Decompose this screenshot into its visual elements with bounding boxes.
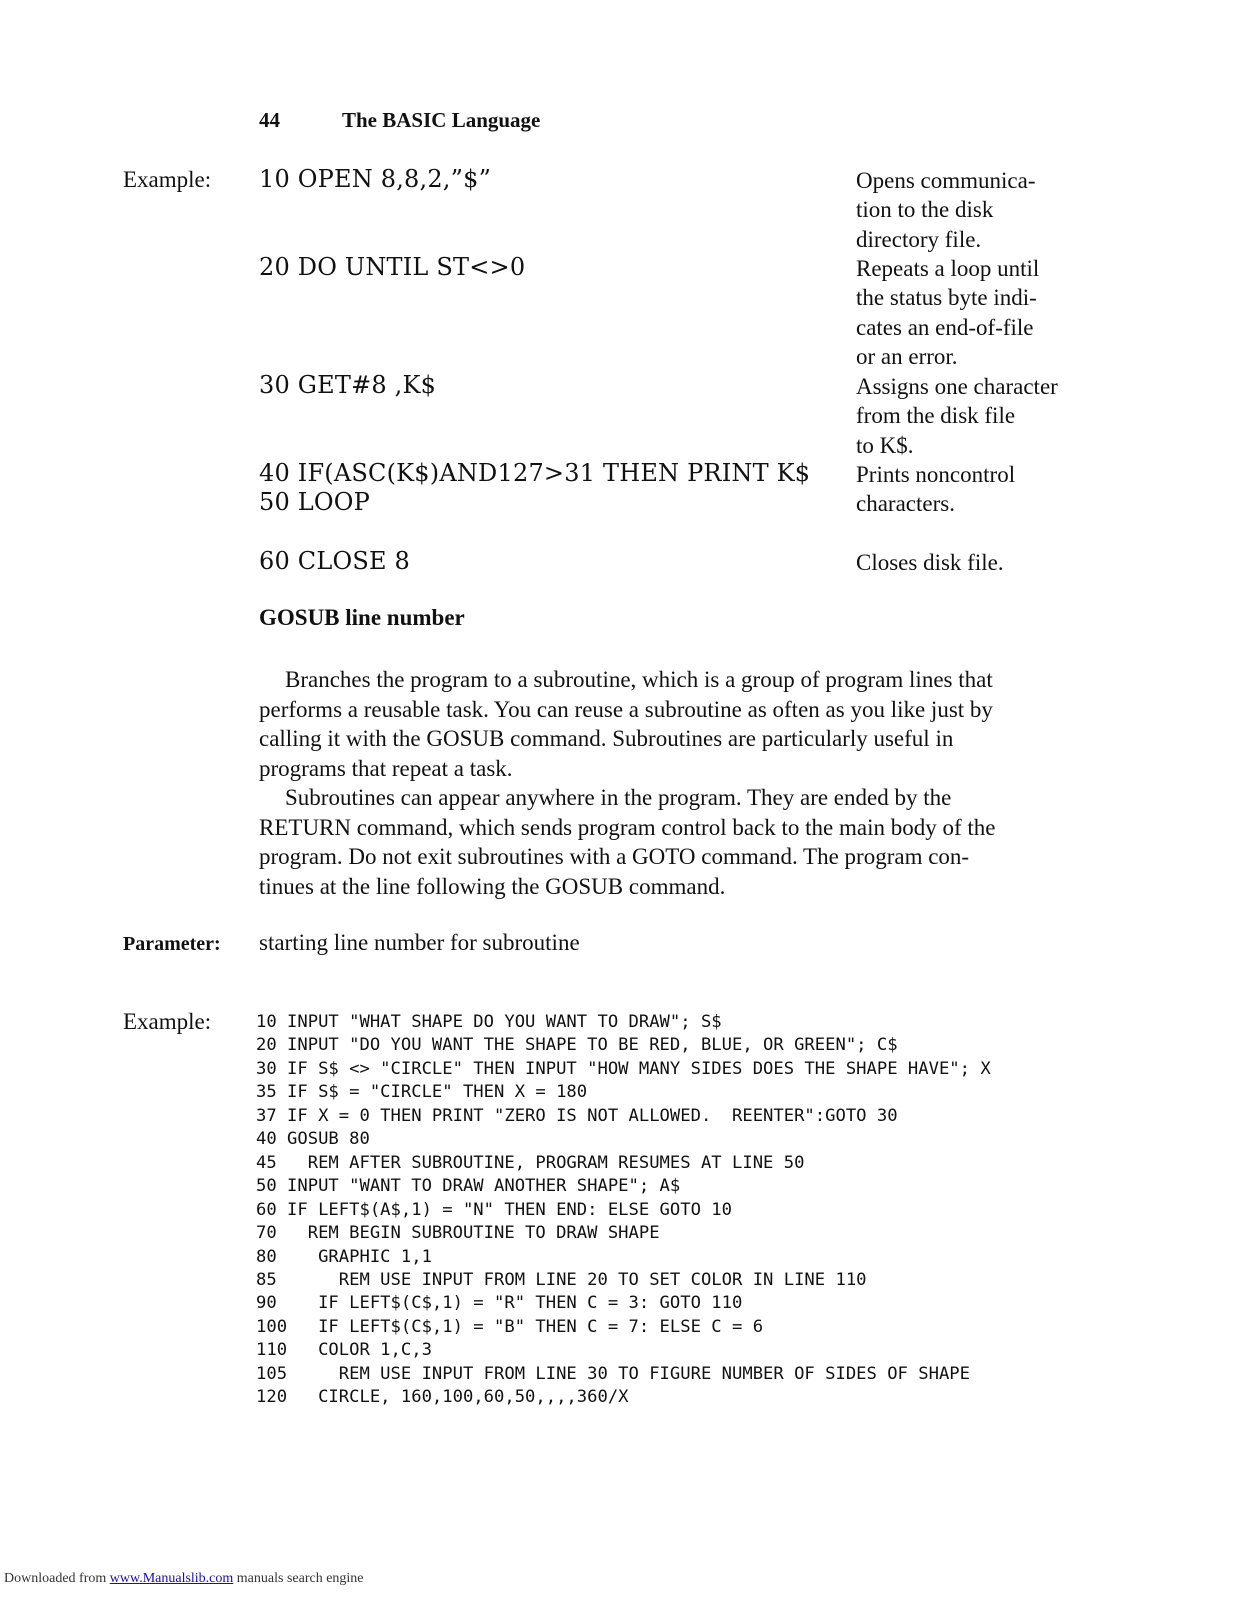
listing-line: 40 GOSUB 80 [256, 1129, 370, 1150]
description-line: cates an end-of-file [856, 314, 1034, 340]
listing-line: 80 GRAPHIC 1,1 [256, 1246, 432, 1267]
description-line: or an error. [856, 344, 958, 370]
code-line: 40 IF(ASC(K$)AND127>31 THEN PRINT K$ [259, 459, 811, 487]
description-line: the status byte indi- [856, 285, 1037, 311]
listing-line: 85 REM USE INPUT FROM LINE 20 TO SET COLOR IN LINE 110 [256, 1269, 867, 1290]
code-description [856, 166, 1116, 254]
code-line: 30 GET#8 ,K$ [259, 371, 437, 399]
description-line: Closes disk file. [856, 550, 1004, 575]
footer-prefix: Downloaded from [4, 1571, 110, 1586]
code-line: 20 DO UNTIL ST<>0 [259, 253, 526, 281]
listing-line: 50 INPUT "WANT TO DRAW ANOTHER SHAPE"; A$ [256, 1176, 681, 1197]
paragraph-2 [259, 783, 1099, 901]
listing-line: 60 IF LEFT$(A$,1) = "N" THEN END: ELSE GOTO 10 [256, 1199, 732, 1220]
listing-line: 45 REM AFTER SUBROUTINE, PROGRAM RESUMES AT LINE 50 [256, 1152, 805, 1173]
download-footer [4, 1571, 364, 1587]
paragraph-1 [259, 665, 1099, 783]
paragraph-line: performs a reusable task. You can reuse a subroutine as often as you like just by [259, 696, 993, 722]
example-label: Example: [123, 167, 212, 192]
description-line: Assigns one character [856, 374, 1058, 399]
listing-line: 35 IF S$ = "CIRCLE" THEN X = 180 [256, 1082, 588, 1103]
paragraph-line: RETURN command, which sends program control back to the main body of the [259, 814, 996, 840]
paragraph-line: Branches the program to a subroutine, which is a group of program lines that [285, 667, 993, 692]
listing-line: 110 COLOR 1,C,3 [256, 1340, 432, 1361]
listing-line: 10 INPUT "WHAT SHAPE DO YOU WANT TO DRAW"; S$ [256, 1012, 722, 1032]
description-line: tion to the disk [856, 197, 994, 223]
manualslib-link[interactable]: www.Manualslib.com [109, 1571, 234, 1586]
description-line: from the disk file [856, 403, 1016, 429]
description-line: to K$. [856, 432, 914, 458]
code-line: 50 LOOP [259, 488, 371, 516]
listing-line: 100 IF LEFT$(C$,1) = "B" THEN C = 7: ELSE C = 6 [256, 1316, 764, 1337]
listing-line: 70 REM BEGIN SUBROUTINE TO DRAW SHAPE [256, 1223, 660, 1244]
paragraph-line: tinues at the line following the GOSUB command. [259, 873, 726, 899]
section-heading: GOSUB line number [259, 605, 465, 630]
description-line: directory file. [856, 226, 982, 252]
code-description [856, 372, 1116, 460]
page-number: 44 [259, 108, 280, 132]
code-description [856, 489, 1116, 518]
description-line: Opens communica- [856, 168, 1036, 193]
parameter-text: starting line number for subroutine [259, 930, 580, 955]
listing-line: 30 IF S$ <> "CIRCLE" THEN INPUT "HOW MANY SIDES DOES THE SHAPE HAVE"; X [256, 1058, 991, 1079]
code-line: 10 OPEN 8,8,2,”$” [259, 165, 492, 193]
listing-line: 90 IF LEFT$(C$,1) = "R" THEN C = 3: GOTO 110 [256, 1293, 743, 1314]
paragraph-line: programs that repeat a task. [259, 755, 513, 781]
code-description [856, 460, 1116, 489]
code-line: 60 CLOSE 8 [259, 547, 411, 575]
listing-line: 20 INPUT "DO YOU WANT THE SHAPE TO BE RED, BLUE, OR GREEN"; C$ [256, 1035, 898, 1056]
code-description [856, 548, 1116, 577]
running-header-title: The BASIC Language [342, 108, 541, 132]
description-line: Prints noncontrol [856, 462, 1016, 487]
paragraph-line: program. Do not exit subroutines with a GOTO command. The program con- [259, 844, 970, 869]
listing-line: 120 CIRCLE, 160,100,60,50,,,,360/X [256, 1387, 629, 1408]
paragraph-line: calling it with the GOSUB command. Subroutines are particularly useful in [259, 726, 954, 751]
example-label: Example: [123, 1009, 212, 1034]
description-line: characters. [856, 491, 955, 516]
listing-line: 105 REM USE INPUT FROM LINE 30 TO FIGURE NUMBER OF SIDES OF SHAPE [256, 1363, 970, 1384]
description-line: Repeats a loop until [856, 256, 1040, 281]
listing-line: 37 IF X = 0 THEN PRINT "ZERO IS NOT ALLOWED. REENTER":GOTO 30 [256, 1105, 898, 1126]
paragraph-line: Subroutines can appear anywhere in the program. They are ended by the [285, 785, 952, 810]
parameter-label: Parameter: [123, 933, 221, 955]
program-listing [256, 1011, 991, 1410]
footer-suffix: manuals search engine [233, 1571, 364, 1586]
code-description [856, 254, 1116, 372]
